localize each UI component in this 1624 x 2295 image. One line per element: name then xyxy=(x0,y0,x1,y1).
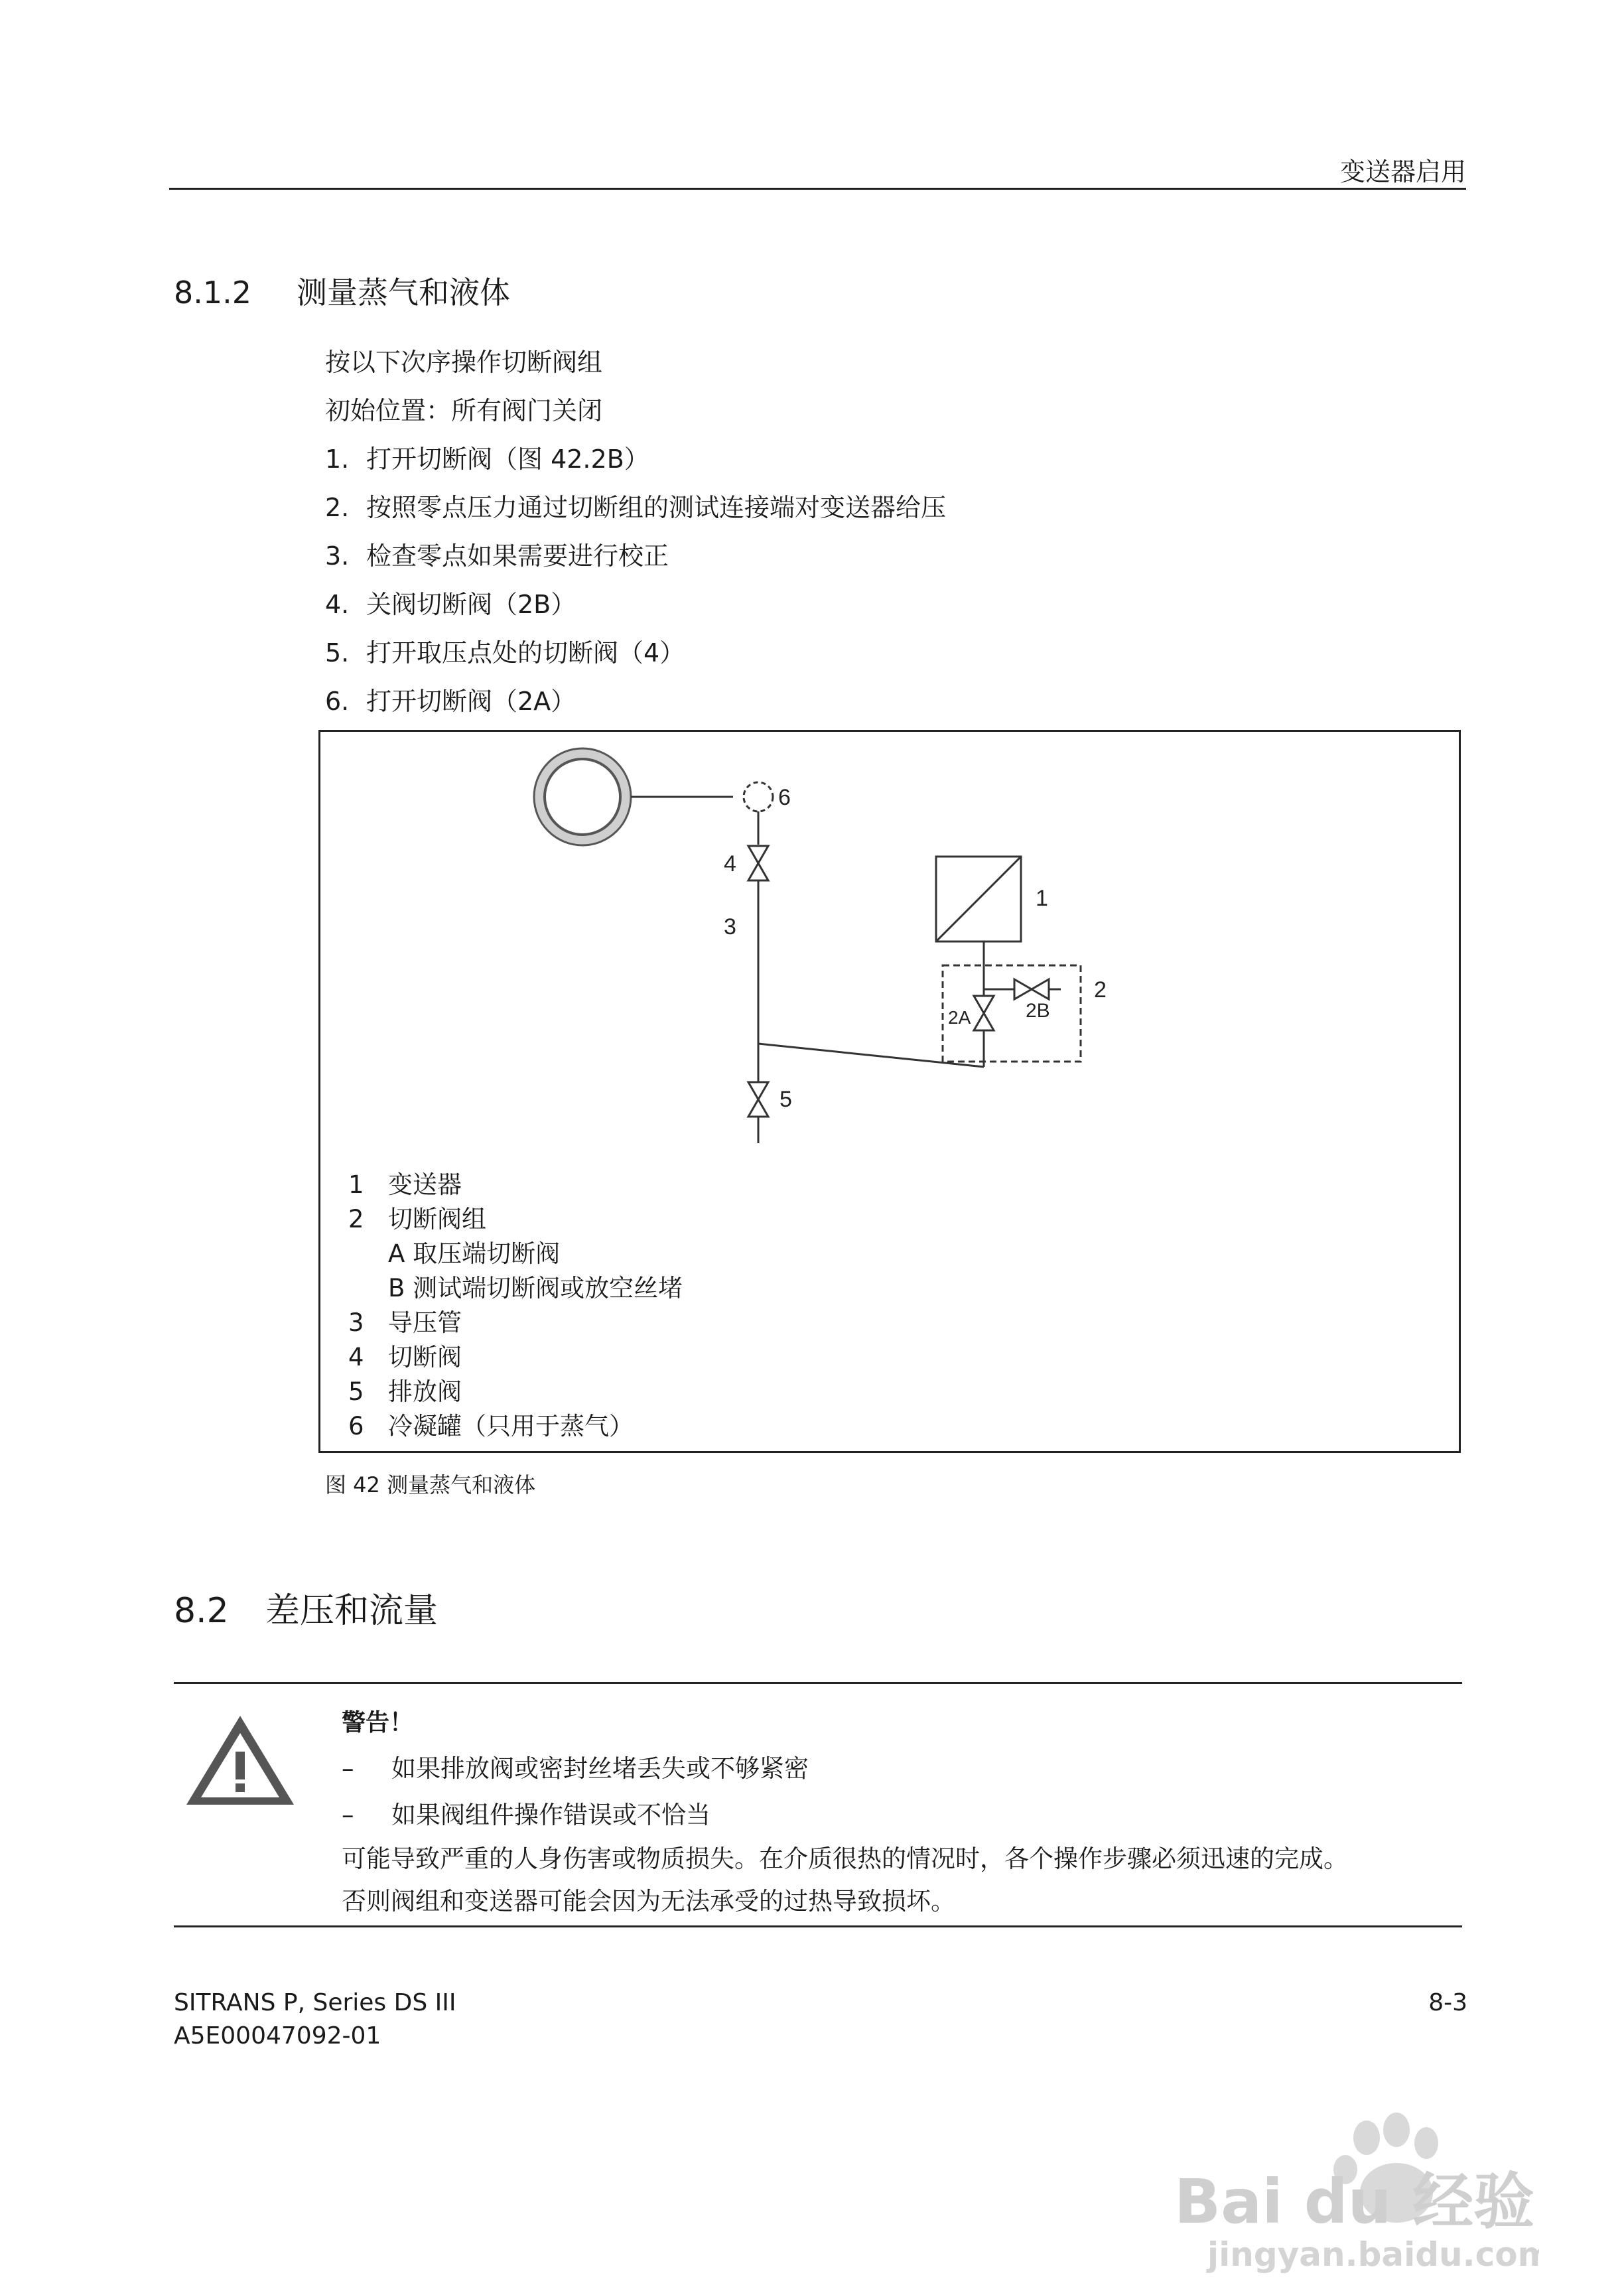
step-item xyxy=(325,632,685,669)
figure-box xyxy=(318,730,1461,1453)
step-text: 检查零点如果需要进行校正 xyxy=(366,541,669,571)
legend-text: 导压管 xyxy=(388,1308,462,1337)
warning-dash: – xyxy=(342,1754,354,1783)
legend-number: 5 xyxy=(348,1377,364,1406)
warning-item-text: 如果排放阀或密封丝堵丢失或不够紧密 xyxy=(391,1754,809,1783)
legend-text: 变送器 xyxy=(388,1170,462,1199)
legend-text: B 测试端切断阀或放空丝堵 xyxy=(388,1274,683,1302)
legend-number: 2 xyxy=(348,1205,364,1233)
condensate-pot xyxy=(744,782,773,811)
step-number: 3. xyxy=(325,541,350,571)
legend-number: 4 xyxy=(348,1343,364,1371)
warning-item xyxy=(342,1748,809,1784)
step-number: 5. xyxy=(325,638,350,667)
footer-page-number: 8-3 xyxy=(1428,1989,1467,2016)
step-text: 关阀切断阀（2B） xyxy=(366,590,576,619)
initial-position-text: 初始位置：所有阀门关闭 xyxy=(325,396,603,425)
legend-item xyxy=(348,1406,634,1442)
watermark xyxy=(1168,2103,1539,2276)
warning-text-line-2: 否则阀组和变送器可能会因为无法承受的过热导致损坏。 xyxy=(342,1887,955,1915)
section-82-heading xyxy=(174,1582,438,1632)
baidu-watermark-logo xyxy=(1168,2103,1539,2276)
legend-number: 6 xyxy=(348,1412,364,1440)
label-3: 3 xyxy=(724,914,736,939)
footer-doc-id: A5E00047092-01 xyxy=(174,2022,381,2050)
section-82-title: 差压和流量 xyxy=(265,1591,439,1631)
valve-4-lower xyxy=(748,863,768,880)
warning-item xyxy=(342,1795,710,1831)
warning-bottom-rule xyxy=(174,1925,1462,1927)
label-2a: 2A xyxy=(948,1007,971,1028)
label-5: 5 xyxy=(779,1087,792,1112)
legend-item xyxy=(348,1371,462,1407)
label-2b: 2B xyxy=(1026,1000,1050,1022)
legend-item xyxy=(348,1199,486,1235)
legend-item xyxy=(348,1302,462,1338)
warning-item-text: 如果阀组件操作错误或不恰当 xyxy=(391,1801,710,1829)
step-item xyxy=(325,681,576,717)
watermark-logo-text: Bai du 经验 xyxy=(1174,2166,1535,2237)
legend-item xyxy=(348,1337,462,1373)
warning-top-rule xyxy=(174,1682,1462,1684)
step-text: 打开取压点处的切断阀（4） xyxy=(366,638,685,667)
step-number: 1. xyxy=(325,445,350,474)
section-812-title: 测量蒸气和液体 xyxy=(297,275,510,311)
step-item xyxy=(325,584,576,620)
label-1: 1 xyxy=(1036,886,1048,911)
step-item xyxy=(325,439,649,475)
section-82-number: 8.2 xyxy=(174,1591,229,1631)
step-text: 打开切断阀（图 42.2B） xyxy=(366,445,649,474)
step-item xyxy=(325,487,946,523)
valve-4-upper xyxy=(748,846,768,863)
transmitter-diagonal xyxy=(936,857,1021,941)
step-item xyxy=(325,535,669,572)
section-812-number: 8.1.2 xyxy=(174,275,252,311)
step-number: 2. xyxy=(325,493,350,522)
step-text: 打开切断阀（2A） xyxy=(366,687,576,716)
piping-diagram xyxy=(320,732,1459,1451)
watermark-url: jingyan.baidu.com xyxy=(1207,2235,1539,2274)
legend-text: 切断阀组 xyxy=(388,1205,486,1233)
valve-2b-right xyxy=(1032,979,1049,999)
legend-item xyxy=(348,1268,683,1304)
valve-5-upper xyxy=(748,1082,768,1099)
step-number: 4. xyxy=(325,590,350,619)
legend-text: 冷凝罐（只用于蒸气） xyxy=(388,1412,634,1440)
legend-item xyxy=(348,1164,462,1200)
figure-caption: 图 42 测量蒸气和液体 xyxy=(325,1472,536,1497)
step-number: 6. xyxy=(325,687,350,716)
label-2: 2 xyxy=(1094,977,1107,1003)
sloped-line xyxy=(758,1044,984,1067)
valve-2a-lower xyxy=(974,1013,994,1030)
process-pipe-inner xyxy=(545,759,620,835)
step-text: 按照零点压力通过切断组的测试连接端对变送器给压 xyxy=(366,493,947,522)
warning-text-line-1: 可能导致严重的人身伤害或物质损失。在介质很热的情况时，各个操作步骤必须迅速的完成。 xyxy=(342,1844,1348,1873)
legend-text: A 取压端切断阀 xyxy=(388,1239,561,1268)
warning-triangle-icon xyxy=(182,1710,299,1810)
valve-2b-left xyxy=(1014,979,1032,999)
intro-text: 按以下次序操作切断阀组 xyxy=(325,348,603,377)
section-812-heading xyxy=(174,269,510,313)
valve-2a-upper xyxy=(974,996,994,1013)
label-6: 6 xyxy=(778,785,791,810)
legend-number: 1 xyxy=(348,1170,364,1199)
legend-item xyxy=(348,1233,560,1269)
warning-dash: – xyxy=(342,1801,354,1829)
footer-product: SITRANS P, Series DS III xyxy=(174,1989,456,2016)
valve-5-lower xyxy=(748,1099,768,1117)
warning-title: 警告！ xyxy=(342,1709,414,1736)
legend-text: 排放阀 xyxy=(388,1377,462,1406)
chapter-title: 变送器启用 xyxy=(1339,157,1466,186)
legend-number: 3 xyxy=(348,1308,364,1337)
legend-text: 切断阀 xyxy=(388,1343,462,1371)
label-4: 4 xyxy=(724,851,736,876)
header-rule xyxy=(169,188,1466,190)
